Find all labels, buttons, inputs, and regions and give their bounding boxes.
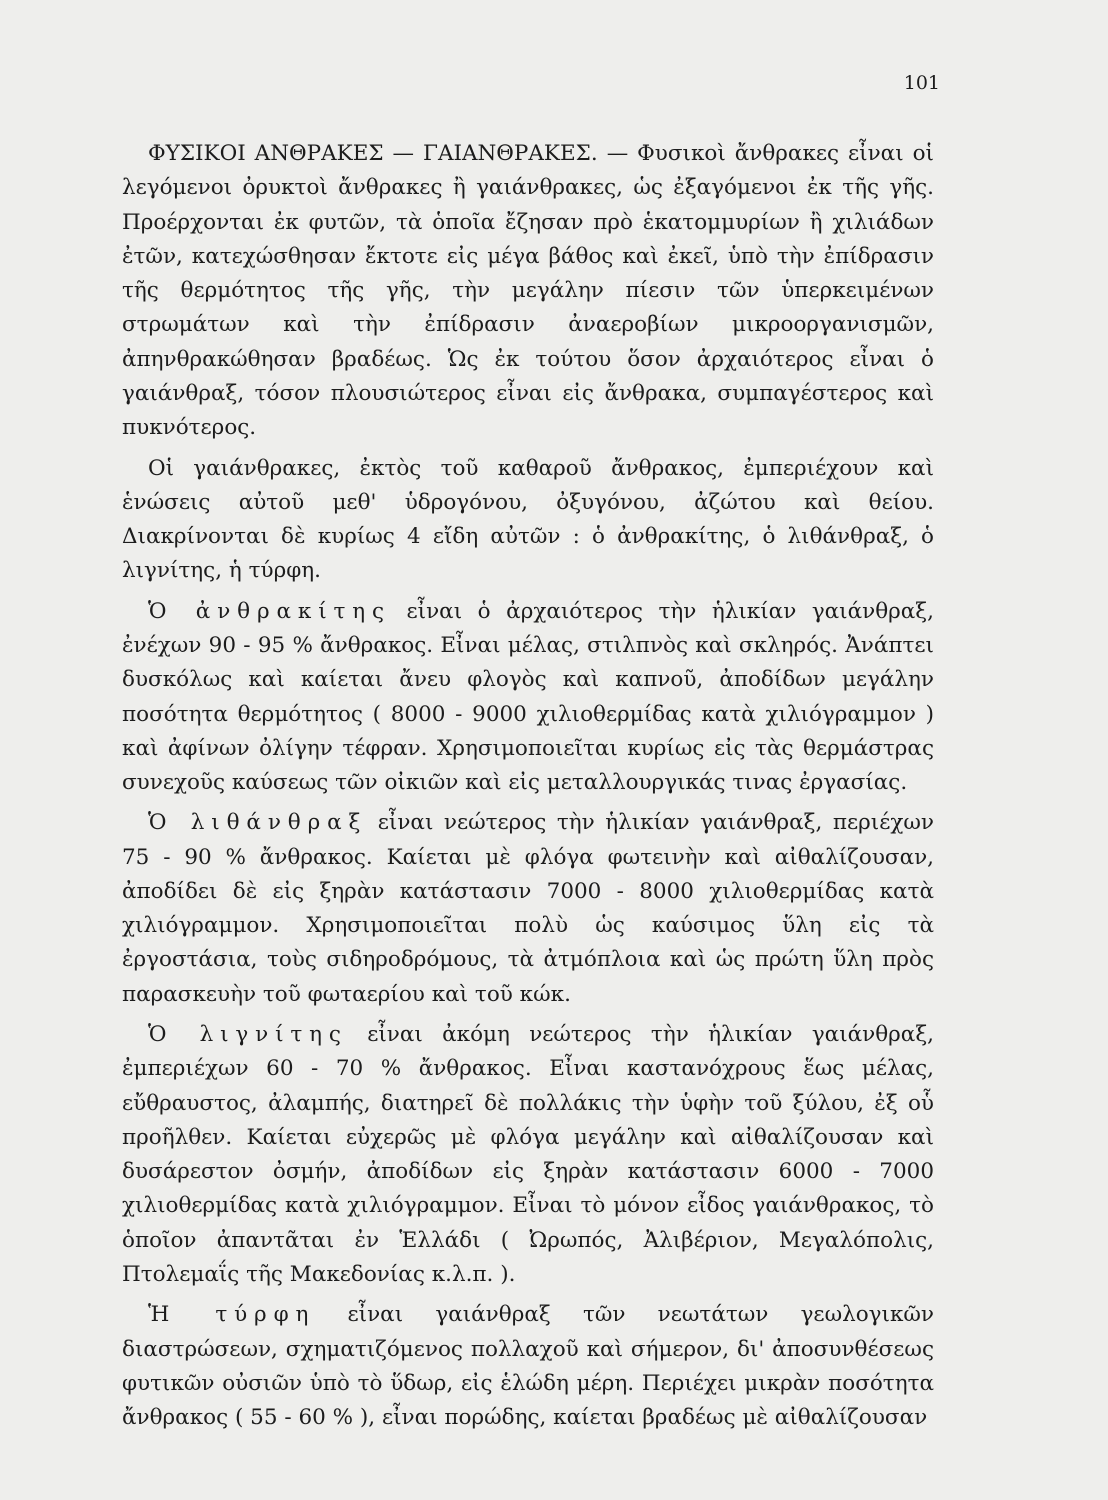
anthracite-term: Ὁ ἀνθρακίτης — [148, 598, 391, 624]
paragraph-coal — [122, 806, 934, 1012]
lignite-term: Ὁ λιγνίτης — [148, 1022, 348, 1048]
paragraph-composition — [122, 452, 934, 589]
paragraph-intro — [122, 137, 934, 446]
paragraph-peat — [122, 1298, 934, 1435]
paragraph-lignite — [122, 1018, 934, 1292]
peat-term: Ἡ τύρφη — [148, 1302, 316, 1328]
coal-term: Ὁ λιθάνθραξ — [148, 810, 368, 836]
paragraph-anthracite — [122, 595, 934, 801]
page-number: 101 — [903, 72, 940, 94]
section-heading: ΦΥΣΙΚΟΙ ΑΝΘΡΑΚΕΣ — ΓΑΙΑΝΘΡΑΚΕΣ. — [148, 141, 598, 166]
lignite-text: εἶναι ἀκόμη νεώτερος τὴν ἡλικίαν γαιάνθραξ, ἐμπεριέχων 60 - 70 % ἄνθρακος. Εἶναι καστανόχρους ἕως μέλας, εὔθραυστος, ἀλαμπής, διατηρεῖ δὲ πολλάκις τὴν ὑφὴν τοῦ ξύλου, ἐξ οὗ προῆλθεν. Καίεται εὐχερῶς μὲ φλόγα μεγάλην καὶ αἰθαλίζουσαν καὶ δυσάρεστον ὀσμήν, ἀποδίδων εἰς ξηρὰν κατάστασιν 6000 - 7000 χιλιοθερμίδας κατὰ χιλιόγραμμον. Εἶναι τὸ μόνον εἶδος γαιάνθρακος, τὸ ὁποῖον ἀπαντᾶται ἐν Ἑλλάδι ( Ὠρωπός, Ἀλιβέριον, Μεγαλόπολις, Πτολεμαΐς τῆς Μακεδονίας κ.λ.π. ). — [122, 1022, 934, 1287]
peat-text: εἶναι γαιάνθραξ τῶν νεωτάτων γεωλογικῶν διαστρώσεων, σχηματιζόμενος πολλαχοῦ καὶ σήμερον, δι' ἀποσυνθέσεως φυτικῶν οὐσιῶν ὑπὸ τὸ ὕδωρ, εἰς ἑλώδη μέρη. Περιέχει μικρὰν ποσότητα ἄνθρακος ( 55 - 60 % ), εἶναι πορώδης, καίεται βραδέως μὲ αἰθαλίζουσαν — [122, 1302, 934, 1431]
body-text — [122, 137, 934, 1441]
composition-text: Οἱ γαιάνθρακες, ἐκτὸς τοῦ καθαροῦ ἄνθρακος, ἐμπεριέχουν καὶ ἑνώσεις αὐτοῦ μεθ' ὑδρογόνου, ὀξυγόνου, ἀζώτου καὶ θείου. Διακρίνονται δὲ κυρίως 4 εἴδη αὐτῶν : ὁ ἀνθρακίτης, ὁ λιθάνθραξ, ὁ λιγνίτης, ἡ τύρφη. — [122, 455, 934, 584]
anthracite-text: εἶναι ὁ ἀρχαιότερος τὴν ἡλικίαν γαιάνθραξ, ἐνέχων 90 - 95 % ἄνθρακος. Εἶναι μέλας, στιλπνὸς καὶ σκληρός. Ἀνάπτει δυσκόλως καὶ καίεται ἄνευ φλογὸς καὶ καπνοῦ, ἀποδίδων μεγάλην ποσότητα θερμότητος ( 8000 - 9000 χιλιοθερμίδας κατὰ χιλιόγραμμον ) καὶ ἀφίνων ὀλίγην τέφραν. Χρησιμοποιεῖται κυρίως εἰς τὰς θερμάστρας συνεχοῦς καύσεως τῶν οἰκιῶν καὶ εἰς μεταλλουργικάς τινας ἐργασίας. — [122, 598, 934, 796]
coal-text: εἶναι νεώτερος τὴν ἡλικίαν γαιάνθραξ, περιέχων 75 - 90 % ἄνθρακος. Καίεται μὲ φλόγα φωτεινὴν καὶ αἰθαλίζουσαν, ἀποδίδει δὲ εἰς ξηρὰν κατάστασιν 7000 - 8000 χιλιοθερμίδας κατὰ χιλιόγραμμον. Χρησιμοποιεῖται πολὺ ὡς καύσιμος ὕλη εἰς τὰ ἐργοστάσια, τοὺς σιδηροδρόμους, τὰ ἀτμόπλοια καὶ ὡς πρώτη ὕλη πρὸς παρασκευὴν τοῦ φωταερίου καὶ τοῦ κώκ. — [122, 810, 934, 1007]
intro-text: — Φυσικοὶ ἄνθρακες εἶναι οἱ λεγόμενοι ὀρυκτοὶ ἄνθρακες ἢ γαιάνθρακες, ὡς ἐξαγόμενοι ἐκ τῆς γῆς. Προέρχονται ἐκ φυτῶν, τὰ ὁποῖα ἔζησαν πρὸ ἑκατομμυρίων ἢ χιλιάδων ἐτῶν, κατεχώσθησαν ἔκτοτε εἰς μέγα βάθος καὶ ἐκεῖ, ὑπὸ τὴν ἐπίδρασιν τῆς θερμότητος τῆς γῆς, τὴν μεγάλην πίεσιν τῶν ὑπερκειμένων στρωμάτων καὶ τὴν ἐπίδρασιν ἀναεροβίων μικροοργανισμῶν, ἀπηνθρακώθησαν βραδέως. Ὡς ἐκ τούτου ὅσον ἀρχαιότερος εἶναι ὁ γαιάνθραξ, τόσον πλουσιώτερος εἶναι εἰς ἄνθρακα, συμπαγέστερος καὶ πυκνότερος. — [122, 141, 934, 441]
